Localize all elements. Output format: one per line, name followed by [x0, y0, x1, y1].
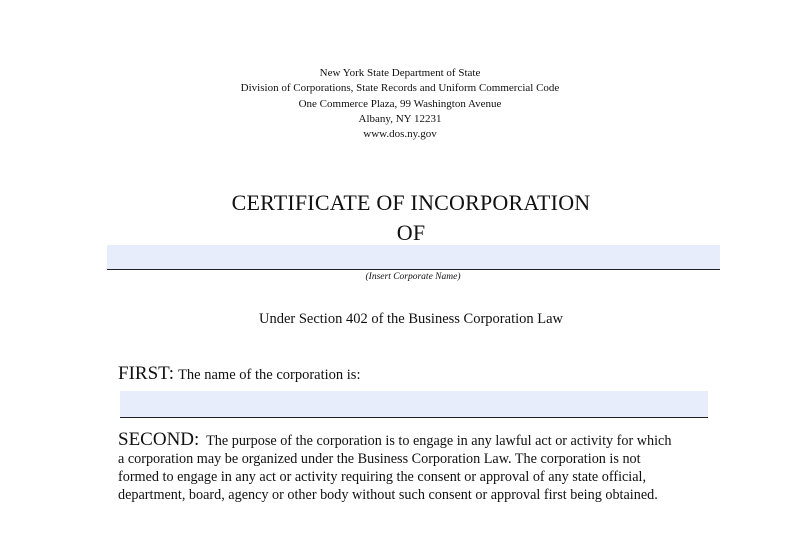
- first-heading: FIRST:: [118, 363, 175, 384]
- second-text-line2: a corporation may be organized under the Business Corporation Law. The corporation is not: [118, 451, 641, 467]
- document-title: CERTIFICATE OF INCORPORATION: [231, 190, 591, 215]
- corporation-name-input[interactable]: [120, 391, 708, 418]
- first-text: The name of the corporation is:: [178, 367, 361, 383]
- second-text-line3: formed to engage in any act or activity requiring the consent or approval of any state official,: [118, 469, 647, 485]
- corporate-name-caption: (Insert Corporate Name): [365, 272, 461, 282]
- header-city-address: Albany, NY 12231: [358, 112, 442, 125]
- header-website: www.dos.ny.gov: [363, 128, 437, 141]
- first-clause: [118, 363, 360, 385]
- corporate-name-input[interactable]: [107, 245, 720, 270]
- second-clause: [118, 431, 758, 504]
- document-title-of: OF: [396, 220, 426, 245]
- second-text-line1: The purpose of the corporation is to engage in any lawful act or activity for which: [206, 433, 672, 449]
- second-heading: SECOND:: [118, 429, 200, 450]
- header-department: New York State Department of State: [319, 67, 481, 79]
- section-reference: Under Section 402 of the Business Corporation Law: [258, 311, 564, 327]
- second-text-line4: department, board, agency or other body without such consent or approval first being obtained.: [118, 487, 658, 503]
- agency-header: [0, 66, 800, 142]
- header-street-address: One Commerce Plaza, 99 Washington Avenue: [298, 97, 502, 110]
- header-division: Division of Corporations, State Records and Uniform Commercial Code: [240, 82, 560, 95]
